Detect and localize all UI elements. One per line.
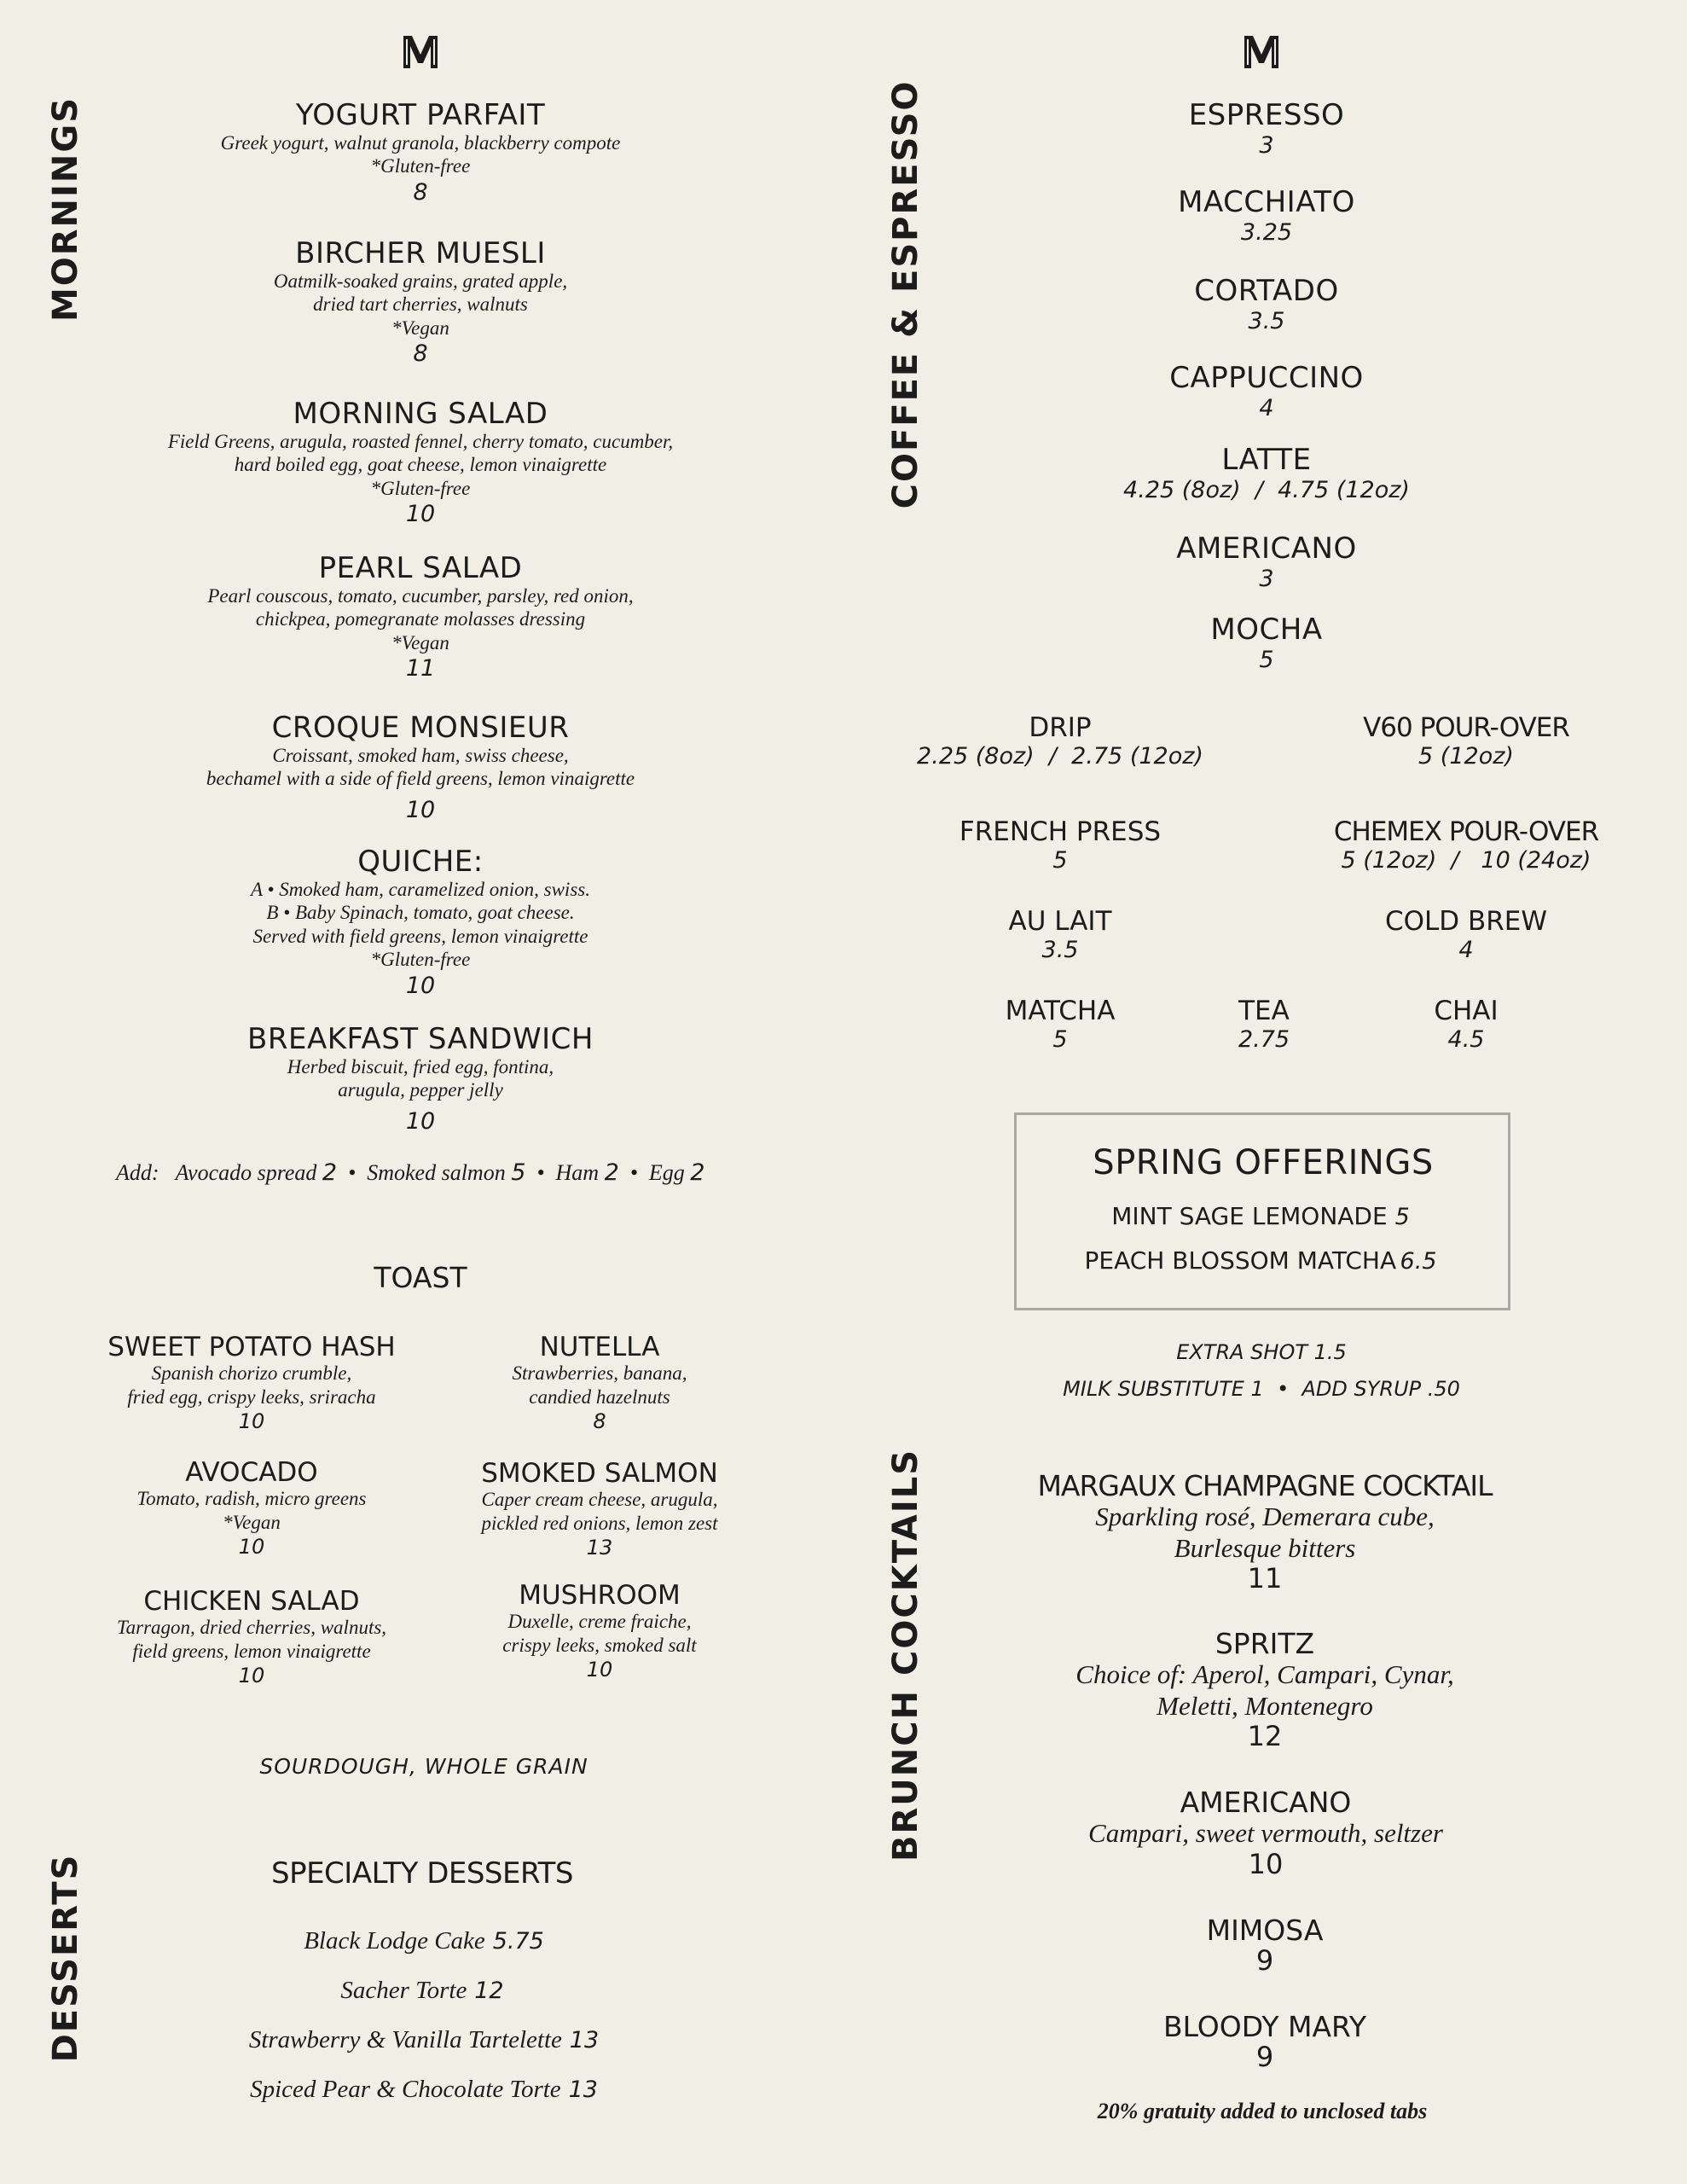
item-title: COLD BREW: [1384, 906, 1548, 937]
item-title: CROQUE MONSIEUR: [271, 711, 570, 745]
item-price: 8: [413, 178, 428, 206]
item-price: 10: [238, 1664, 265, 1688]
item-desc: dried tart cherries, walnuts: [313, 293, 528, 316]
item-desc: fried egg, crispy leeks, sriracha: [127, 1385, 376, 1408]
bread-options: SOURDOUGH, WHOLE GRAIN: [259, 1754, 588, 1779]
dessert-price: 13: [569, 2027, 600, 2053]
menu-item: [220, 98, 621, 207]
item-desc: Strawberries, banana,: [512, 1362, 687, 1385]
cocktail-item: [1088, 1787, 1443, 1879]
item-desc: Duxelle, creme fraiche,: [507, 1611, 692, 1633]
dessert-name: Strawberry & Vanilla Tartelette: [248, 2026, 562, 2053]
dessert-item: [340, 1976, 503, 2006]
logo-icon: [1242, 32, 1281, 72]
item-price: 5: [1259, 646, 1274, 673]
coffee-item: [1385, 907, 1547, 965]
dessert-item: [249, 2025, 599, 2055]
item-title: MATCHA: [1005, 996, 1116, 1026]
item-desc: hard boiled egg, goat cheese, lemon vinaigrette: [234, 454, 607, 476]
extras-line: EXTRA SHOT 1.5: [1176, 1340, 1347, 1364]
item-desc: Served with field greens, lemon vinaigrette: [252, 925, 588, 947]
item-price: 5: [1052, 1026, 1068, 1054]
item-price: 10: [405, 501, 436, 528]
menu-item: [247, 1022, 594, 1136]
item-desc: Herbed biscuit, fried egg, fontina,: [287, 1055, 554, 1077]
extras-line: MILK SUBSTITUTE 1 • ADD SYRUP .50: [1063, 1377, 1460, 1401]
toast-item: [107, 1333, 395, 1434]
spring-heading: SPRING OFFERINGS: [1093, 1143, 1434, 1182]
item-price: 8: [413, 340, 428, 368]
item-note: *Gluten-free: [370, 155, 471, 177]
coffee-item: [1334, 817, 1598, 875]
item-title: MORNING SALAD: [293, 397, 548, 431]
coffee-item: [959, 817, 1161, 875]
spring-item: [1111, 1201, 1410, 1232]
spring-item-name: MINT SAGE LEMONADE: [1111, 1202, 1388, 1230]
coffee-item: [1008, 907, 1111, 965]
toast-item: [137, 1458, 367, 1560]
item-price: 9: [1255, 1944, 1274, 1978]
section-heading-coffee: COFFEE & ESPRESSO: [886, 79, 925, 509]
coffee-item: [1434, 996, 1498, 1054]
item-price: 10: [405, 973, 436, 1000]
item-title: SMOKED SALMON: [481, 1458, 718, 1489]
coffee-item: [1176, 531, 1357, 593]
item-note: *Vegan: [223, 1511, 281, 1533]
item-price: 10: [586, 1658, 613, 1682]
item-note: *Gluten-free: [370, 949, 471, 971]
section-heading-desserts: DESSERTS: [46, 1853, 85, 2063]
addon-price: 2: [690, 1159, 705, 1186]
menu-item: [207, 551, 634, 683]
addons-line: Add: Avocado spread 2 • Smoked salmon 5 • Ham 2 • Egg 2: [116, 1159, 705, 1186]
toast-item: [502, 1581, 696, 1682]
item-price: 10: [238, 1409, 265, 1434]
cocktail-item: [1037, 1471, 1492, 1594]
spring-item-name: PEACH BLOSSOM MATCHA: [1084, 1246, 1397, 1275]
addon-price: 5: [511, 1159, 526, 1186]
item-title: SPRITZ: [1215, 1627, 1315, 1660]
toast-item: [481, 1459, 718, 1560]
item-title: CHEMEX POUR-OVER: [1333, 816, 1599, 847]
item-price: 11: [1247, 1562, 1283, 1595]
item-title: BIRCHER MUESLI: [295, 236, 546, 270]
spring-item: [1084, 1246, 1436, 1276]
item-desc: B • Baby Spinach, tomato, goat cheese.: [266, 902, 575, 924]
item-title: BREAKFAST SANDWICH: [247, 1022, 594, 1056]
item-price: 10: [405, 796, 436, 823]
addon-name: Smoked salmon: [367, 1160, 506, 1185]
item-title: MACCHIATO: [1178, 185, 1355, 219]
item-price: 9: [1255, 2041, 1274, 2074]
dessert-item: [250, 2075, 598, 2105]
item-title: AMERICANO: [1180, 1786, 1352, 1819]
item-desc: Choice of: Aperol, Campari, Cynar,: [1075, 1659, 1454, 1690]
item-title: MUSHROOM: [519, 1580, 681, 1611]
item-note: *Vegan: [391, 317, 449, 339]
item-price: 3.5: [1248, 307, 1285, 334]
coffee-item: [1006, 996, 1116, 1054]
item-title: CHAI: [1434, 996, 1499, 1026]
coffee-item: [1169, 363, 1364, 422]
item-title: AVOCADO: [185, 1457, 318, 1488]
coffee-item: [1194, 276, 1338, 335]
item-desc: chickpea, pomegranate molasses dressing: [255, 608, 586, 630]
item-desc: A • Smoked ham, caramelized onion, swiss.: [251, 878, 590, 900]
menu-item: [206, 713, 635, 825]
item-price: 2.25 (8oz) / 2.75 (12oz): [917, 743, 1203, 770]
section-heading-cocktails: BRUNCH COCKTAILS: [886, 1448, 925, 1862]
item-desc: Tarragon, dried cherries, walnuts,: [116, 1617, 387, 1639]
item-desc: crispy leeks, smoked salt: [502, 1634, 697, 1656]
toast-item: [117, 1587, 386, 1688]
item-price: 5 (12oz) / 10 (24oz): [1341, 847, 1591, 874]
cocktail-item: [1163, 2012, 1366, 2072]
addon-price: 2: [604, 1159, 619, 1186]
item-title: MOCHA: [1210, 613, 1323, 647]
item-desc: field greens, lemon vinaigrette: [132, 1640, 371, 1662]
item-desc: bechamel with a side of field greens, lemon vinaigrette: [206, 768, 635, 790]
item-price: 3: [1259, 131, 1274, 159]
item-title: V60 POUR-OVER: [1363, 712, 1569, 743]
coffee-item: [1178, 185, 1355, 247]
item-price: 4: [1458, 937, 1474, 964]
item-desc: Field Greens, arugula, roasted fennel, cherry tomato, cucumber,: [167, 430, 674, 452]
coffee-item: [1363, 713, 1569, 771]
item-price: 4.25 (8oz) / 4.75 (12oz): [1123, 476, 1410, 503]
addons-label: Add:: [116, 1160, 159, 1185]
item-desc: Greek yogurt, walnut granola, blackberry compote: [220, 131, 621, 154]
item-desc: Oatmilk-soaked grains, grated apple,: [273, 270, 568, 292]
item-title: AMERICANO: [1176, 531, 1357, 566]
item-desc: Tomato, radish, micro greens: [136, 1488, 367, 1510]
item-price: 5: [1052, 847, 1068, 874]
item-price: 12: [1247, 1720, 1283, 1753]
item-title: ESPRESSO: [1188, 98, 1345, 132]
item-price: 10: [1248, 1847, 1284, 1880]
dessert-name: Sacher Torte: [340, 1977, 467, 2004]
dessert-item: [304, 1926, 544, 1956]
item-title: BLOODY MARY: [1162, 2010, 1367, 2043]
item-title: TEA: [1238, 996, 1290, 1026]
item-title: QUICHE:: [357, 845, 484, 879]
cocktail-item: [1075, 1629, 1453, 1752]
item-title: FRENCH PRESS: [959, 816, 1162, 847]
item-desc: Burlesque bitters: [1174, 1532, 1356, 1563]
toast-item: [512, 1333, 687, 1434]
item-title: LATTE: [1221, 443, 1312, 477]
item-price: 13: [586, 1536, 613, 1560]
section-heading-mornings: MORNINGS: [46, 96, 85, 322]
spring-item-price: 5: [1394, 1204, 1410, 1230]
addon-name: Egg: [648, 1160, 685, 1185]
addon-name: Ham: [555, 1160, 600, 1185]
item-desc: pickled red onions, lemon zest: [481, 1512, 718, 1534]
desserts-heading: SPECIALTY DESSERTS: [270, 1856, 574, 1891]
item-title: SWEET POTATO HASH: [107, 1332, 396, 1362]
logo-icon: [401, 32, 440, 72]
item-title: MARGAUX CHAMPAGNE COCKTAIL: [1037, 1469, 1493, 1502]
item-price: 8: [593, 1409, 606, 1434]
item-price: 3: [1259, 565, 1274, 592]
gratuity-note: 20% gratuity added to unclosed tabs: [1097, 2099, 1428, 2123]
item-price: 2.75: [1238, 1026, 1290, 1054]
toast-heading: TOAST: [374, 1261, 467, 1294]
addon-name: Avocado spread: [175, 1160, 317, 1185]
cocktail-item: [1207, 1915, 1324, 1976]
item-desc: Spanish chorizo crumble,: [151, 1362, 352, 1385]
item-note: *Gluten-free: [370, 477, 471, 499]
item-desc: Meletti, Montenegro: [1157, 1690, 1373, 1721]
coffee-item: [1210, 615, 1322, 674]
item-note: *Vegan: [391, 631, 449, 653]
dessert-name: Spiced Pear & Chocolate Torte: [250, 2076, 561, 2103]
item-title: CHICKEN SALAD: [143, 1586, 360, 1617]
coffee-item: [1238, 996, 1290, 1054]
spring-item-price: 6.5: [1400, 1248, 1437, 1275]
item-desc: candied hazelnuts: [529, 1385, 670, 1408]
item-price: 4: [1259, 394, 1274, 421]
coffee-item: [1188, 98, 1345, 160]
item-desc: Croissant, smoked ham, swiss cheese,: [272, 744, 569, 766]
menu-item: [168, 399, 673, 529]
item-title: NUTELLA: [539, 1332, 660, 1362]
menu-item: [273, 236, 568, 369]
dessert-name: Black Lodge Cake: [304, 1927, 485, 1955]
coffee-item: [1123, 445, 1410, 504]
item-title: YOGURT PARFAIT: [295, 98, 546, 132]
item-title: AU LAIT: [1008, 906, 1112, 937]
item-price: 10: [238, 1535, 265, 1560]
item-title: CAPPUCCINO: [1169, 361, 1364, 395]
item-price: 3.25: [1240, 218, 1293, 246]
item-title: CORTADO: [1194, 274, 1339, 308]
item-price: 11: [405, 655, 436, 682]
item-desc: Sparkling rosé, Demerara cube,: [1095, 1502, 1435, 1532]
dessert-price: 12: [474, 1978, 504, 2004]
coffee-item: [917, 713, 1203, 771]
item-desc: Pearl couscous, tomato, cucumber, parsley, red onion,: [207, 584, 634, 607]
dessert-price: 13: [568, 2077, 598, 2103]
menu-item: [251, 847, 590, 1001]
item-price: 3.5: [1041, 937, 1079, 964]
item-desc: Campari, sweet vermouth, seltzer: [1088, 1818, 1443, 1849]
item-desc: Caper cream cheese, arugula,: [481, 1489, 718, 1511]
item-title: MIMOSA: [1206, 1914, 1324, 1947]
dessert-price: 5.75: [492, 1928, 544, 1955]
item-title: DRIP: [1029, 712, 1092, 743]
item-price: 5 (12oz): [1418, 743, 1514, 770]
item-desc: arugula, pepper jelly: [338, 1079, 503, 1101]
item-price: 4.5: [1447, 1026, 1485, 1054]
addon-price: 2: [322, 1159, 338, 1186]
item-title: PEARL SALAD: [318, 551, 523, 585]
item-price: 10: [405, 1107, 436, 1135]
